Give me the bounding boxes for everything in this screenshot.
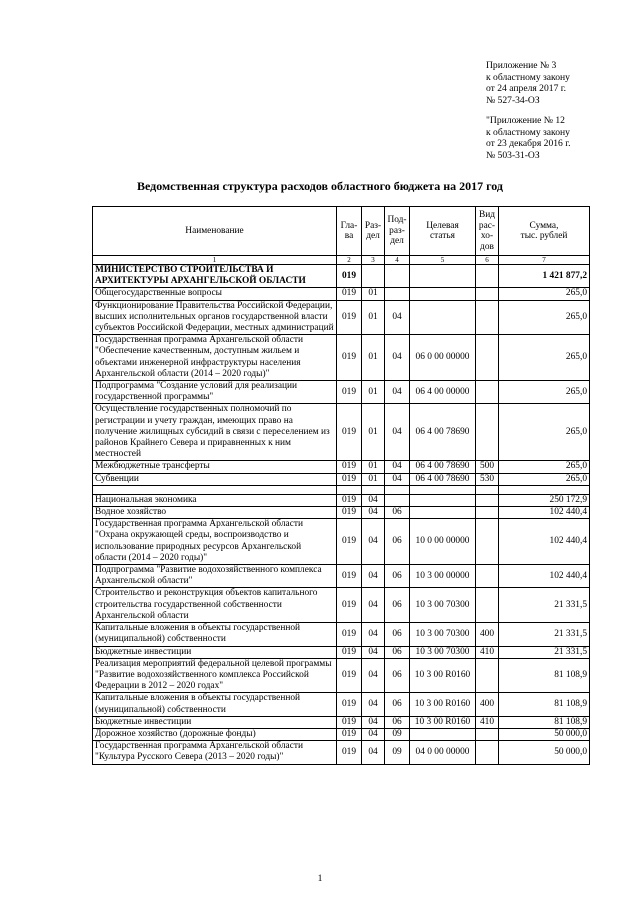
cell-glava: 019 [337, 623, 362, 646]
cell-vid: 410 [476, 646, 499, 658]
cell-glava: 019 [337, 300, 362, 335]
cell-podrazdel: 06 [385, 565, 410, 588]
cell-vid [476, 728, 499, 740]
cell-sum: 81 108,9 [499, 693, 590, 716]
cell-podrazdel: 06 [385, 716, 410, 728]
cell-target: 10 3 00 R0160 [410, 716, 476, 728]
cell-podrazdel [385, 265, 410, 288]
cell-target: 06 4 00 78690 [410, 404, 476, 461]
cell-name: Бюджетные инвестиции [93, 646, 337, 658]
cell-vid [476, 519, 499, 565]
table-row [93, 461, 590, 473]
cell-razdel: 04 [362, 494, 385, 506]
appendix-3-note [486, 60, 626, 106]
table-row [93, 728, 590, 740]
cell-name: Общегосударственные вопросы [93, 288, 337, 300]
column-index: 3 [362, 256, 385, 265]
cell-target: 04 0 00 00000 [410, 741, 476, 764]
cell-glava: 019 [337, 507, 362, 519]
cell-target: 06 4 00 78690 [410, 473, 476, 485]
cell-name: Капитальные вложения в объекты государственной (муниципальной) собственности [93, 623, 337, 646]
cell-glava: 019 [337, 588, 362, 623]
cell-glava: 019 [337, 404, 362, 461]
cell-razdel [362, 265, 385, 288]
cell-vid [476, 265, 499, 288]
column-index-row [93, 256, 590, 265]
cell-glava: 019 [337, 716, 362, 728]
table-row [93, 646, 590, 658]
cell-name: Строительство и реконструкция объектов капитального строительства государственной собственности Архангельской области [93, 588, 337, 623]
cell-name: Бюджетные инвестиции [93, 716, 337, 728]
cell-target: 06 0 00 00000 [410, 335, 476, 381]
cell-razdel: 04 [362, 693, 385, 716]
cell-sum: 265,0 [499, 461, 590, 473]
cell-name: Подпрограмма "Создание условий для реализации государственной программы" [93, 381, 337, 404]
table-body [93, 265, 590, 765]
appendix-line: "Приложение № 12 [486, 115, 565, 126]
cell-vid [476, 485, 499, 494]
header-podrazdel [385, 207, 410, 256]
header-sum [499, 207, 590, 256]
cell-razdel: 04 [362, 646, 385, 658]
table-row [93, 404, 590, 461]
cell-name [93, 485, 337, 494]
table-row [93, 623, 590, 646]
cell-vid: 500 [476, 461, 499, 473]
appendix-line: № 527-34-ОЗ [486, 94, 540, 106]
cell-target: 10 3 00 70300 [410, 623, 476, 646]
cell-name: Капитальные вложения в объекты государственной (муниципальной) собственности [93, 693, 337, 716]
table-row [93, 381, 590, 404]
cell-razdel: 01 [362, 461, 385, 473]
cell-razdel: 04 [362, 519, 385, 565]
table-row [93, 519, 590, 565]
cell-vid [476, 288, 499, 300]
table-row [93, 265, 590, 288]
cell-glava: 019 [337, 728, 362, 740]
cell-glava: 019 [337, 741, 362, 764]
cell-podrazdel [385, 485, 410, 494]
header-sum-text: Сумма, тыс. рублей [520, 220, 568, 241]
cell-podrazdel: 04 [385, 300, 410, 335]
cell-glava: 019 [337, 473, 362, 485]
cell-vid: 400 [476, 693, 499, 716]
cell-target: 10 3 00 70300 [410, 588, 476, 623]
column-index: 5 [410, 256, 476, 265]
cell-target [410, 265, 476, 288]
cell-vid [476, 588, 499, 623]
header-target-text: Целевая статья [426, 220, 459, 241]
table-row [93, 335, 590, 381]
table-row [93, 716, 590, 728]
cell-glava: 019 [337, 494, 362, 506]
document-title: Ведомственная структура расходов областного бюджета на 2017 год [136, 179, 503, 193]
cell-name: Подпрограмма "Развитие водохозяйственного комплекса Архангельской области" [93, 565, 337, 588]
cell-name: МИНИСТЕРСТВО СТРОИТЕЛЬСТВА И АРХИТЕКТУРЫ АРХАНГЕЛЬСКОЙ ОБЛАСТИ [93, 265, 337, 288]
table-row [93, 473, 590, 485]
cell-name: Функционирование Правительства Российской Федерации, высших исполнительных органов государственной власти субъектов Российской Федерации, местных администраций [93, 300, 337, 335]
cell-razdel: 04 [362, 658, 385, 693]
cell-name: Субвенции [93, 473, 337, 485]
column-index: 4 [385, 256, 410, 265]
cell-name: Национальная экономика [93, 494, 337, 506]
cell-razdel: 04 [362, 716, 385, 728]
cell-sum: 50 000,0 [499, 728, 590, 740]
cell-sum: 21 331,5 [499, 646, 590, 658]
cell-name: Водное хозяйство [93, 507, 337, 519]
table-row [93, 741, 590, 764]
table-row [93, 565, 590, 588]
cell-podrazdel: 06 [385, 588, 410, 623]
header-vid [476, 207, 499, 256]
cell-vid [476, 335, 499, 381]
cell-sum: 50 000,0 [499, 741, 590, 764]
cell-razdel: 01 [362, 335, 385, 381]
appendix-line: от 24 апреля 2017 г. [486, 83, 567, 95]
cell-podrazdel: 06 [385, 646, 410, 658]
budget-table [92, 206, 590, 765]
cell-name: Государственная программа Архангельской области "Обеспечение качественным, доступным жильем и объектами инженерной инфраструктуры населения Архангельской области (2014 – 2020 годы)" [93, 335, 337, 381]
column-index: 1 [93, 256, 337, 265]
cell-podrazdel [385, 494, 410, 506]
cell-target [410, 485, 476, 494]
header-razdel [362, 207, 385, 256]
cell-podrazdel: 04 [385, 404, 410, 461]
cell-sum: 102 440,4 [499, 519, 590, 565]
cell-razdel: 01 [362, 381, 385, 404]
cell-sum: 1 421 877,2 [499, 265, 590, 288]
cell-podrazdel: 06 [385, 507, 410, 519]
header-glava-text: Гла- ва [340, 220, 358, 241]
cell-vid: 400 [476, 623, 499, 646]
cell-vid [476, 494, 499, 506]
cell-razdel: 04 [362, 741, 385, 764]
cell-glava: 019 [337, 658, 362, 693]
header-glava [337, 207, 362, 256]
cell-target [410, 288, 476, 300]
column-index: 2 [337, 256, 362, 265]
cell-podrazdel: 04 [385, 335, 410, 381]
cell-vid [476, 658, 499, 693]
cell-name: Дорожное хозяйство (дорожные фонды) [93, 728, 337, 740]
cell-razdel: 01 [362, 473, 385, 485]
cell-sum: 265,0 [499, 300, 590, 335]
cell-sum: 265,0 [499, 473, 590, 485]
cell-glava: 019 [337, 565, 362, 588]
cell-name: Межбюджетные трансферты [93, 461, 337, 473]
cell-name: Осуществление государственных полномочий по регистрации и учету граждан, имеющих право на получение жилищных субсидий в связи с переселением из районов Крайнего Севера и приравненных к ним местностей [93, 404, 337, 461]
cell-razdel: 01 [362, 404, 385, 461]
cell-target: 10 3 00 70300 [410, 646, 476, 658]
cell-sum: 21 331,5 [499, 623, 590, 646]
cell-sum: 265,0 [499, 404, 590, 461]
appendix-line: к областному закону [486, 126, 570, 138]
cell-glava: 019 [337, 461, 362, 473]
table-row [93, 494, 590, 506]
table-row [93, 288, 590, 300]
cell-vid [476, 741, 499, 764]
cell-glava: 019 [337, 265, 362, 288]
cell-sum: 250 172,9 [499, 494, 590, 506]
table-row [93, 485, 590, 494]
cell-target [410, 300, 476, 335]
cell-podrazdel: 04 [385, 461, 410, 473]
cell-sum: 265,0 [499, 381, 590, 404]
table-header-row [93, 207, 590, 256]
cell-razdel: 01 [362, 300, 385, 335]
column-index: 7 [499, 256, 590, 265]
table-row [93, 658, 590, 693]
cell-sum: 102 440,4 [499, 507, 590, 519]
page-number: 1 [317, 873, 323, 884]
cell-target [410, 507, 476, 519]
cell-vid [476, 565, 499, 588]
table-row [93, 693, 590, 716]
appendix-line: № 503-31-ОЗ [486, 149, 540, 161]
cell-sum: 265,0 [499, 288, 590, 300]
cell-vid [476, 507, 499, 519]
cell-target: 10 0 00 00000 [410, 519, 476, 565]
appendix-line: к областному закону [486, 71, 570, 83]
cell-razdel: 04 [362, 728, 385, 740]
cell-sum: 102 440,4 [499, 565, 590, 588]
cell-podrazdel: 06 [385, 693, 410, 716]
cell-glava: 019 [337, 381, 362, 404]
cell-razdel: 01 [362, 288, 385, 300]
appendix-12-note [486, 115, 626, 161]
cell-sum [499, 485, 590, 494]
appendix-line: Приложение № 3 [486, 60, 557, 71]
cell-glava: 019 [337, 646, 362, 658]
cell-target: 10 3 00 R0160 [410, 658, 476, 693]
cell-podrazdel: 06 [385, 519, 410, 565]
header-podrazdel-text: Под- раз- дел [387, 215, 407, 247]
header-vid-text: Вид рас- хо- дов [478, 210, 496, 252]
cell-glava: 019 [337, 693, 362, 716]
table-row [93, 300, 590, 335]
cell-target: 06 4 00 78690 [410, 461, 476, 473]
cell-target: 06 4 00 00000 [410, 381, 476, 404]
cell-vid [476, 381, 499, 404]
appendix-line: от 23 декабря 2016 г. [486, 138, 571, 150]
header-razdel-text: Раз- дел [364, 220, 382, 241]
cell-target [410, 494, 476, 506]
cell-podrazdel: 06 [385, 658, 410, 693]
cell-podrazdel [385, 288, 410, 300]
cell-podrazdel: 09 [385, 741, 410, 764]
cell-glava: 019 [337, 519, 362, 565]
table-row [93, 588, 590, 623]
cell-podrazdel: 04 [385, 473, 410, 485]
cell-glava: 019 [337, 288, 362, 300]
cell-razdel: 04 [362, 588, 385, 623]
cell-razdel: 04 [362, 507, 385, 519]
cell-sum: 265,0 [499, 335, 590, 381]
cell-glava: 019 [337, 335, 362, 381]
cell-target: 10 3 00 00000 [410, 565, 476, 588]
column-index: 6 [476, 256, 499, 265]
cell-vid [476, 404, 499, 461]
cell-sum: 81 108,9 [499, 716, 590, 728]
cell-vid: 410 [476, 716, 499, 728]
cell-podrazdel: 09 [385, 728, 410, 740]
cell-glava [337, 485, 362, 494]
cell-podrazdel: 04 [385, 381, 410, 404]
cell-vid [476, 300, 499, 335]
cell-razdel: 04 [362, 565, 385, 588]
header-target [410, 207, 476, 256]
cell-name: Реализация мероприятий федеральной целевой программы "Развитие водохозяйственного комплекса Российской Федерации в 2012 – 2020 годах" [93, 658, 337, 693]
cell-name: Государственная программа Архангельской области "Культура Русского Севера (2013 – 2020 годы)" [93, 741, 337, 764]
cell-sum: 81 108,9 [499, 658, 590, 693]
cell-target: 10 3 00 R0160 [410, 693, 476, 716]
cell-vid: 530 [476, 473, 499, 485]
cell-razdel [362, 485, 385, 494]
header-name: Наименование [93, 207, 337, 256]
cell-podrazdel: 06 [385, 623, 410, 646]
cell-name: Государственная программа Архангельской области "Охрана окружающей среды, воспроизводство и использование природных ресурсов Архангельской области (2014 – 2020 годы)" [93, 519, 337, 565]
cell-target [410, 728, 476, 740]
cell-sum: 21 331,5 [499, 588, 590, 623]
cell-razdel: 04 [362, 623, 385, 646]
table-row [93, 507, 590, 519]
